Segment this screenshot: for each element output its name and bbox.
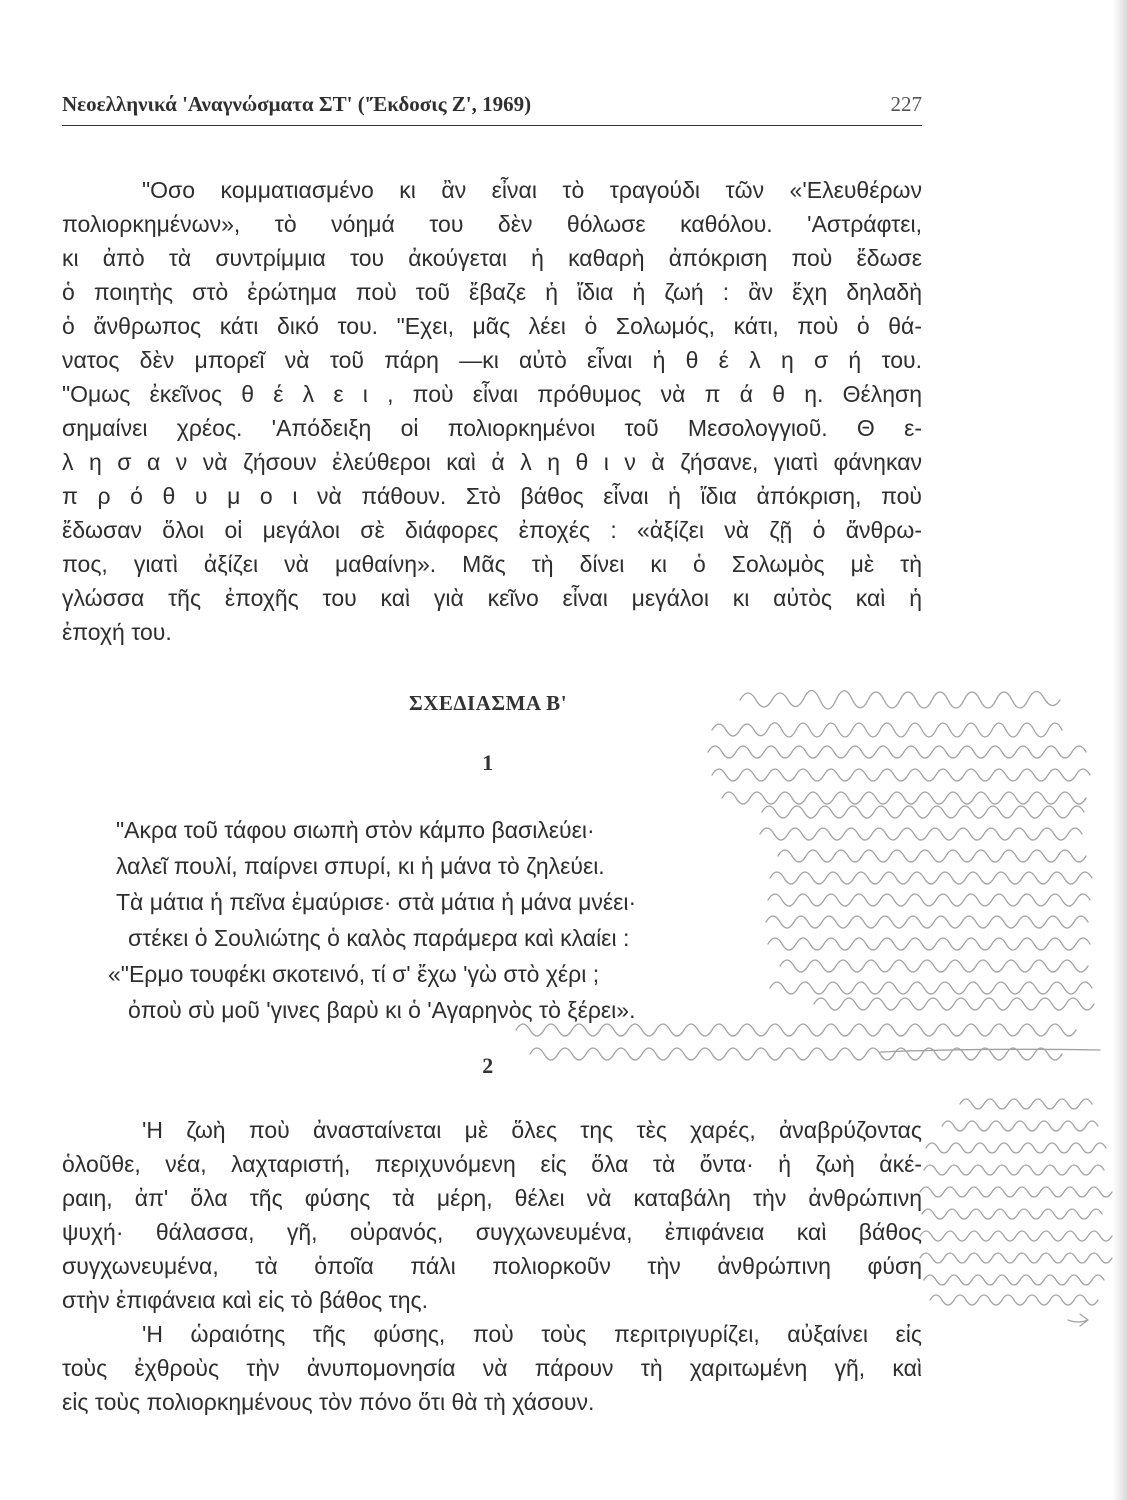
handwriting-scribble (814, 998, 1094, 1010)
handwriting-scribble (926, 1143, 1106, 1153)
running-header-title: Νεοελληνικά 'Αναγνώσματα ΣΤ' ('Έκδοσις Ζ', 1969) (62, 92, 532, 116)
handwriting-scribble (760, 828, 1082, 840)
intro-paragraph (62, 173, 922, 649)
handwriting-scribble (924, 1275, 1104, 1285)
text-line: π ρ ό θ υ μ ο ι νὰ πάθουν. Στὸ βάθος εἶναι ἡ ἴδια ἀπόκριση, ποὺ (62, 483, 922, 509)
text-line: εἰς τοὺς πολιορκημένους τὸν πόνο ὅτι θὰ τὴ χάσουν. (62, 1389, 595, 1415)
handwriting-scribble (712, 723, 1062, 737)
handwriting-scribble (780, 960, 1088, 972)
handwriting-scribble (930, 1295, 1098, 1305)
handwriting-scribble (942, 1121, 1098, 1131)
text-line: τοὺς ἐχθροὺς τὴν ἀνυπομονησία νὰ πάρουν τὴ χαριτωμένη γῆ, καὶ (62, 1355, 922, 1381)
verse-line: Τὰ μάτια ἡ πεῖνα ἐμαύρισε· στὰ μάτια ἡ μάνα μνέει· (116, 889, 637, 915)
handwriting-arrow (1068, 1314, 1088, 1326)
handwriting-scribble (778, 850, 1086, 862)
part-number-2: 2 (482, 1053, 494, 1078)
handwriting-scribble (960, 1099, 1092, 1109)
text-line: ἔδωσαν ὅλοι οἱ μεγάλοι σὲ διάφορες ἐποχές : «ἀξίζει νὰ ζῇ ὁ ἄνθρω- (62, 517, 922, 543)
text-line: σημαίνει χρέος. 'Απόδειξη οἱ πολιορκημένοι τοῦ Μεσολογγιοῦ. Θ ε- (62, 415, 922, 441)
verse-line: στέκει ὁ Σουλιώτης ὁ καλὸς παράμερα καὶ κλαίει : (128, 925, 630, 951)
handwriting-scribble (924, 1165, 1104, 1175)
text-line: ραιη, ἀπ' ὅλα τῆς φύσης τὰ μέρη, θέλει νὰ καταβάλη τὴν ἀνθρώπινη (62, 1185, 922, 1211)
text-line: κι ἀπὸ τὰ συντρίμμια του ἀκούγεται ἡ καθαρὴ ἀπόκριση ποὺ ἔδωσε (62, 245, 922, 271)
handwriting-scribble (770, 872, 1092, 884)
handwriting-scribble (768, 894, 1090, 906)
part2-paragraph (62, 1113, 922, 1419)
text-line: πος, γιατὶ ἀξίζει νὰ μαθαίνη». Μᾶς τὴ δίνει κι ὁ Σολωμὸς μὲ τὴ (62, 551, 922, 577)
verse-line: λαλεῖ πουλί, παίρνει σπυρί, κι ἡ μάνα τὸ ζηλεύει. (116, 853, 605, 879)
handwriting-scribble (920, 1253, 1112, 1263)
handwriting-scribble (920, 1187, 1112, 1197)
text-line: "Οσο κομματιασμένο κι ἂν εἶναι τὸ τραγούδι τῶν «'Ελευθέρων (142, 177, 922, 203)
handwriting-scribble (762, 806, 1084, 818)
verse-line: «"Ερμο τουφέκι σκοτεινό, τί σ' ἔχω 'γὼ στὸ χέρι ; (108, 961, 600, 987)
text-line: "Ομως ἐκεῖνος θ έ λ ε ι , ποὺ εἶναι πρόθυμος νὰ π ά θ η. Θέληση (62, 381, 922, 407)
text-line: ὁ ποιητὴς στὸ ἐρώτημα ποὺ τοῦ ἔβαζε ἡ ἴδια ἡ ζωή : ἂν ἔχη δηλαδὴ (62, 279, 922, 305)
verse-line: "Ακρα τοῦ τάφου σιωπὴ στὸν κάμπο βασιλεύει· (116, 817, 595, 843)
handwriting-scribble (768, 938, 1090, 950)
verse-line: ὀποὺ σὺ μοῦ 'γινες βαρὺ κι ὁ 'Αγαρηνὸς τὸ ξέρει». (128, 997, 636, 1023)
text-line: 'Η ὡραιότης τῆς φύσης, ποὺ τοὺς περιτριγυρίζει, αὐξαίνει εἰς (142, 1321, 922, 1347)
handwriting-scribble (770, 982, 1092, 994)
running-header (62, 92, 922, 128)
text-line: στὴν ἐπιφάνεια καὶ εἰς τὸ βάθος της. (62, 1287, 429, 1313)
text-line: συγχωνευμένα, τὰ ὁποῖα πάλι πολιορκοῦν τὴν ἀνθρώπινη φύση (62, 1253, 922, 1279)
text-line: ὁ ἄνθρωπος κάτι δικό του. "Εχει, μᾶς λέει ὁ Σολωμός, κάτι, ποὺ ὁ θά- (62, 313, 922, 339)
poem-stanza (108, 812, 637, 1028)
text-line: ψυχή· θάλασσα, γῆ, οὐρανός, συγχωνευμένα, ἐπιφάνεια καὶ βάθος (62, 1219, 922, 1245)
handwriting-scribble (920, 1231, 1112, 1241)
page-edge-shadow (1113, 0, 1127, 1500)
text-line: πολιορκημένων», τὸ νόημά του δὲν θόλωσε καθόλου. 'Αστράφτει, (62, 211, 922, 237)
text-line: 'Η ζωὴ ποὺ ἀνασταίνεται μὲ ὅλες της τὲς χαρές, ἀναβρύζοντας (142, 1117, 922, 1143)
text-line: γλώσσα τῆς ἐποχῆς του καὶ γιὰ κεῖνο εἶναι μεγάλοι κι αὐτὸς καὶ ἡ (62, 585, 922, 611)
text-line: λ η σ α ν νὰ ζήσουν ἐλεύθεροι καὶ ἀ λ η θ ι ν ὰ ζήσανε, γιατὶ φάνηκαν (62, 449, 922, 475)
handwriting-underline (880, 1049, 1100, 1052)
section-heading: ΣΧΕΔΙΑΣΜΑ Β' (408, 691, 568, 715)
text-line: ὁλοῦθε, νέα, λαχταριστή, περιχυνόμενη εἰς ὅλα τὰ ὄντα· ἡ ζωὴ ἀκέ- (62, 1151, 922, 1177)
page-number: 227 (890, 92, 922, 116)
text-line: νατος δὲν μπορεῖ νὰ τοῦ πάρη —κι αὐτὸ εἶναι ἡ θ έ λ η σ ή του. (62, 347, 922, 373)
handwriting-scribble (722, 792, 1086, 804)
text-line: ἐποχή του. (62, 619, 172, 645)
handwriting-scribble (766, 916, 1088, 928)
part-number-1: 1 (482, 750, 494, 775)
header-rule (62, 125, 922, 126)
handwriting-scribble (922, 1209, 1102, 1219)
